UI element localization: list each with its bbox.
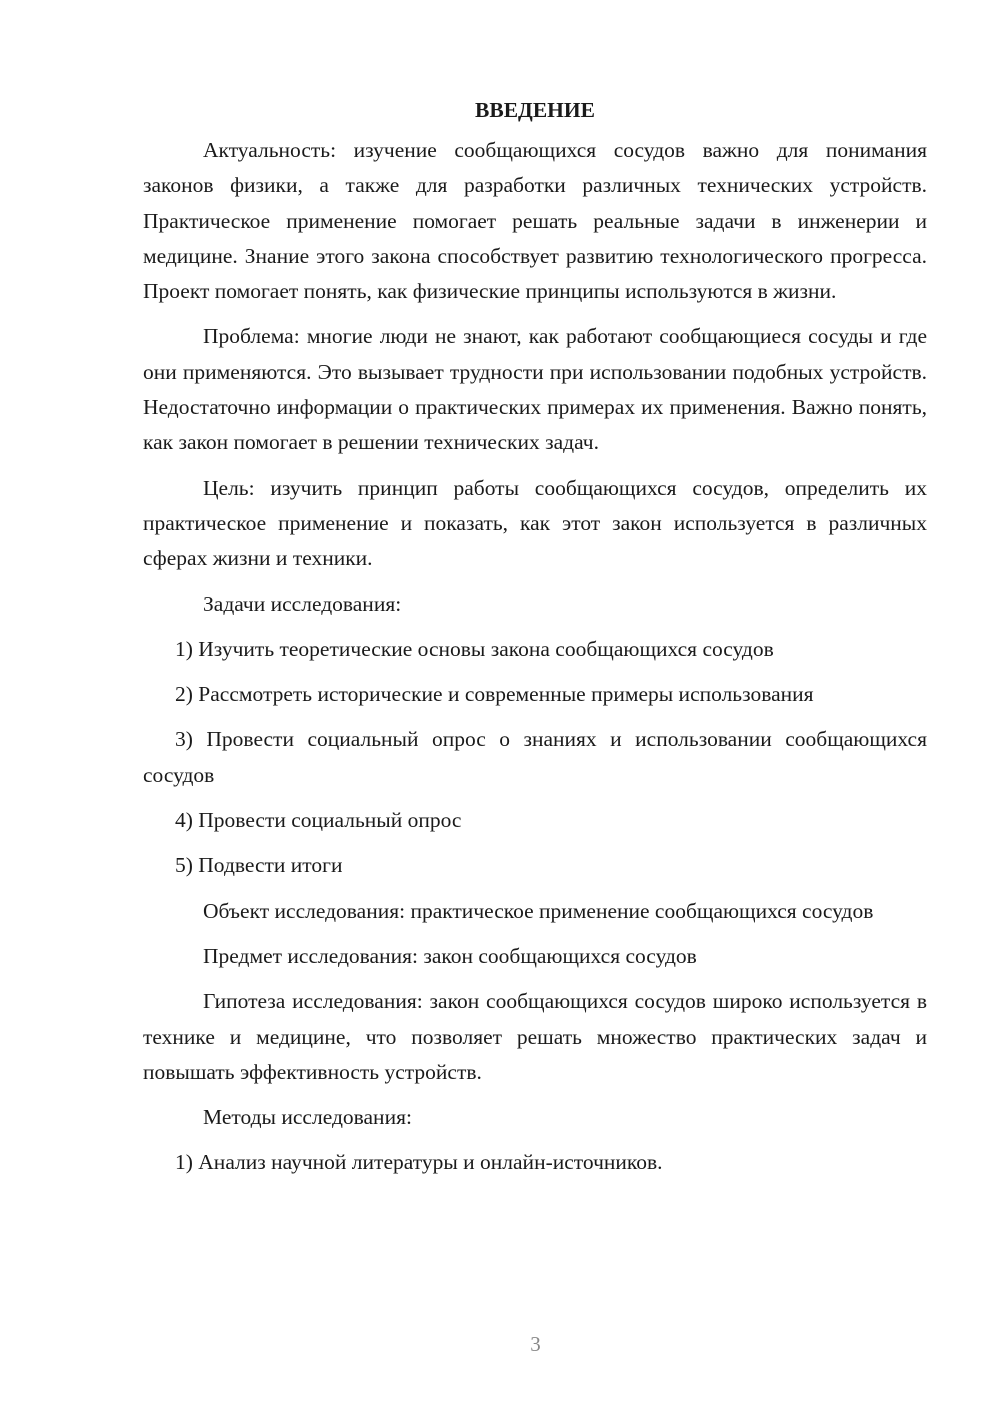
task-item: 2) Рассмотреть исторические и современные примеры использования xyxy=(175,682,814,707)
problem-paragraph: Проблема: многие люди не знают, как работают сообщающиеся сосуды и где они применяются. Это вызывает трудности при использовании подобных устройств. Недостаточно информации о практических примерах их применения. Важно понять, как закон помогает в решении технических задач. xyxy=(143,324,927,455)
task-item: 1) Изучить теоретические основы закона сообщающихся сосудов xyxy=(175,636,774,661)
methods-label: Методы исследования: xyxy=(203,1105,412,1130)
method-item: 1) Анализ научной литературы и онлайн-источников. xyxy=(175,1150,663,1175)
goal-paragraph: Цель: изучить принцип работы сообщающихся сосудов, определить их практическое применение и показать, как этот закон используется в различных сферах жизни и техники. xyxy=(143,475,927,571)
task-item: 5) Подвести итоги xyxy=(175,853,343,878)
object-paragraph: Объект исследования: практическое применение сообщающихся сосудов xyxy=(203,898,874,923)
tasks-label: Задачи исследования: xyxy=(203,591,402,616)
relevance-paragraph: Актуальность: изучение сообщающихся сосудов важно для понимания законов физики, а также для разработки различных технических устройств. Практическое применение помогает решать реальные задачи в инженерии и медицине. Знание этого закона способствует развитию технологического прогресса. Проект помогает понять, как физические принципы используются в жизни. xyxy=(143,138,927,304)
hypothesis-paragraph: Гипотеза исследования: закон сообщающихся сосудов широко используется в технике и медицине, что позволяет решать множество практических задач и повышать эффективность устройств. xyxy=(143,989,927,1084)
task-item: 3) Провести социальный опрос о знаниях и использовании сообщающихся сосудов xyxy=(143,727,927,787)
subject-paragraph: Предмет исследования: закон сообщающихся сосудов xyxy=(203,943,697,968)
section-title: ВВЕДЕНИЕ xyxy=(475,98,595,122)
page-number: 3 xyxy=(530,1332,541,1356)
task-item: 4) Провести социальный опрос xyxy=(175,808,462,833)
document-page xyxy=(143,94,927,1191)
